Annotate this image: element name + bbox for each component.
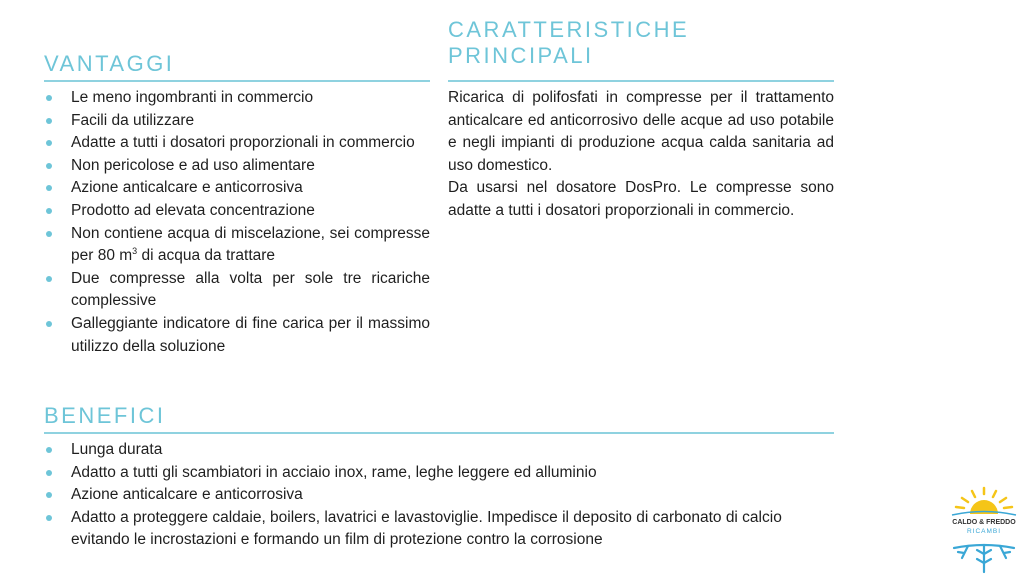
caratteristiche-title bbox=[448, 17, 689, 69]
list-item: Prodotto ad elevata concentrazione bbox=[44, 200, 430, 223]
bullet-icon bbox=[46, 447, 52, 453]
list-item: Le meno ingombranti in commercio bbox=[44, 87, 430, 110]
list-item: Azione anticalcare e anticorrosiva bbox=[44, 177, 430, 200]
benefici-list bbox=[44, 439, 834, 552]
benefici-title: BENEFICI bbox=[44, 403, 166, 428]
list-item: Adatto a tutti gli scambiatori in acciaio inox, rame, leghe leggere ed alluminio bbox=[44, 462, 834, 485]
list-item: Non contiene acqua di miscelazione, sei compresse per 80 $m^3$ di acqua da trattare bbox=[44, 223, 430, 268]
vantaggi-title: VANTAGGI bbox=[44, 51, 175, 76]
caratteristiche-title-line2: PRINCIPALI bbox=[448, 43, 594, 68]
list-item: Azione anticalcare e anticorrosiva bbox=[44, 484, 834, 507]
bullet-icon bbox=[46, 515, 52, 521]
brand-logo bbox=[944, 486, 1024, 576]
caratteristiche-rule bbox=[448, 80, 834, 82]
bullet-icon bbox=[46, 140, 52, 146]
benefici-rule bbox=[44, 432, 834, 434]
bullet-icon bbox=[46, 185, 52, 191]
vantaggi-list bbox=[44, 87, 430, 358]
vantaggi-rule bbox=[44, 80, 430, 82]
logo-text-line1: CALDO & FREDDO bbox=[952, 519, 1016, 526]
caratteristiche-title-line1: CARATTERISTICHE bbox=[448, 17, 690, 42]
list-item: Lunga durata bbox=[44, 439, 834, 462]
list-item: Galleggiante indicatore di fine carica per il massimo utilizzo della soluzione bbox=[44, 313, 430, 358]
bullet-icon bbox=[46, 95, 52, 101]
bullet-icon bbox=[46, 470, 52, 476]
caratteristiche-paragraph-1: Ricarica di polifosfati in compresse per il trattamento anticalcare ed anticorrosivo delle acque ad uso potabile e negli impianti di produzione acqua calda sanitaria ad uso domestico. bbox=[448, 89, 834, 174]
bullet-icon bbox=[46, 118, 52, 124]
list-item: Due compresse alla volta per sole tre ricariche complessive bbox=[44, 268, 430, 313]
logo-text-line2: RICAMBI bbox=[966, 528, 1002, 535]
caratteristiche-paragraph-2: Da usarsi nel dosatore DosPro. Le compresse sono adatte a tutti i dosatori proporzionali in commercio. bbox=[448, 179, 834, 219]
bullet-icon bbox=[46, 321, 52, 327]
bullet-icon bbox=[46, 492, 52, 498]
list-item: Facili da utilizzare bbox=[44, 110, 430, 133]
bullet-icon bbox=[46, 276, 52, 282]
bullet-icon bbox=[46, 208, 52, 214]
snowflake-icon bbox=[944, 538, 1024, 578]
list-item: Non pericolose e ad uso alimentare bbox=[44, 155, 430, 178]
bullet-icon bbox=[46, 231, 52, 237]
bullet-icon bbox=[46, 163, 52, 169]
list-item: Adatto a proteggere caldaie, boilers, lavatrici e lavastoviglie. Impedisce il deposito di carbonato di calcio evitando le incrostazioni e formando un film di protezione contro la corrosione bbox=[44, 507, 834, 552]
list-item: Adatte a tutti i dosatori proporzionali in commercio bbox=[44, 132, 430, 155]
sun-icon bbox=[944, 486, 1024, 516]
